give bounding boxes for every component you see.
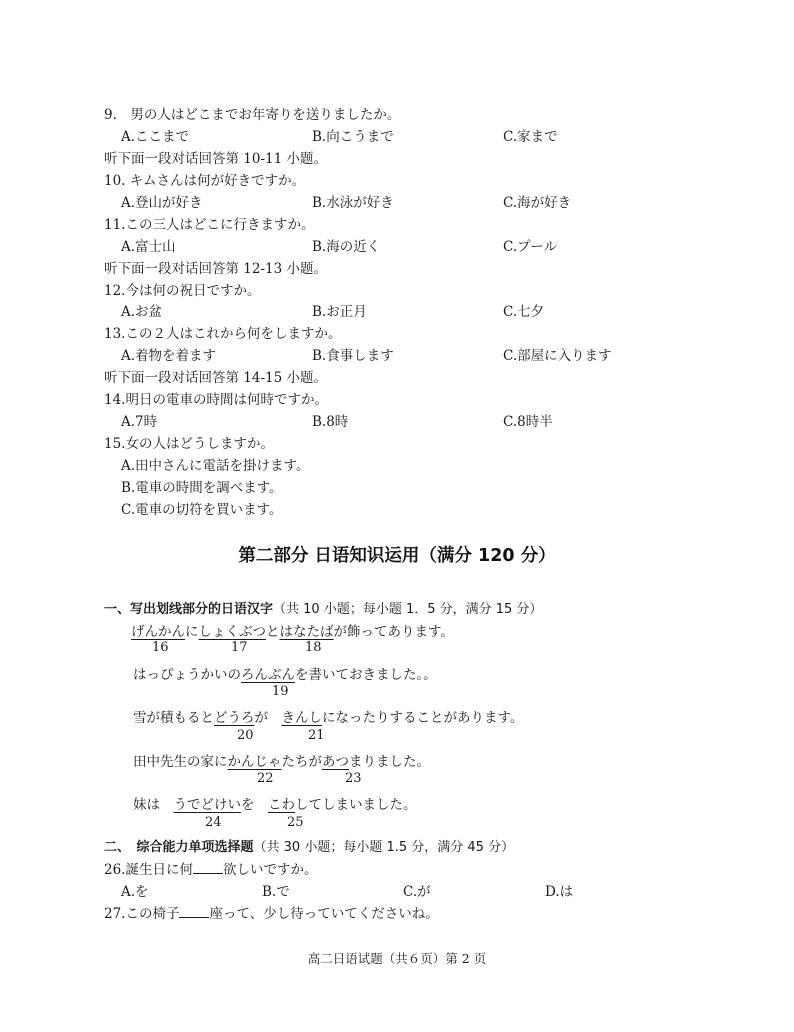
underlined-word-24: うでどけい [173,797,241,813]
underlined-word-21: きんし [281,710,322,726]
underlined-word-17: しょくぶつ [198,624,266,640]
sentence-text: 雪が積もると [133,710,214,726]
q27-blank [179,905,209,918]
q14-stem: 14.明日の電車の時間は何時ですか。 [104,392,328,408]
q9-option-b: B.向こうまで [312,129,394,145]
q14-option-a: A.7時 [121,414,158,430]
q26-option-c: C.が [403,884,431,900]
q11-option-b: B.海の近く [312,239,381,255]
blank-number-18: 18 [305,640,322,655]
blank-number-19: 19 [272,684,289,699]
q27-stem-pre: 27.この椅子 [104,906,180,922]
q9-stem: 9. 男の人はどこまでお年寄りを送りましたか。 [104,107,401,123]
q15-stem: 15.女の人はどうしますか。 [104,436,274,452]
blank-number-17: 17 [231,640,248,655]
sentence-text: を [241,797,268,813]
sentence-text: 妹は [133,797,174,813]
underlined-word-16: げんかん [131,624,185,640]
page-footer: 高二日语试题（共６页）第 2 页 [307,951,487,966]
q26-stem-pre: 26.誕生日に何 [104,862,193,878]
q10-option-a: A.登山が好き [121,195,203,211]
underlined-word-19: ろんぶん [241,667,295,683]
sentence-20-21 [133,706,523,726]
section-two-title: 二、 综合能力单项选择题 [104,840,254,855]
sentence-text: に [185,624,199,640]
q12-option-a: A.お盆 [121,304,163,320]
underlined-word-18: はなたば [279,624,334,640]
underlined-word-25: こわ [268,797,295,813]
q13-option-b: B.食事します [312,348,394,364]
q15-option-a: A.田中さんに電話を掛けます。 [121,458,310,474]
sentence-16-18 [131,620,454,640]
sentence-text: を書いておきました。。 [295,667,437,683]
sentence-text: まりました。 [349,754,430,770]
sentence-text: 田中先生の家に [133,754,228,770]
sentence-24-25 [133,793,417,813]
q10-option-b: B.水泳が好き [312,195,394,211]
q15-option-c: C.電車の切符を買います。 [121,502,283,518]
q26-option-b: B.で [262,884,290,900]
q13-stem: 13.この２人はこれから何をしますか。 [104,326,342,342]
q13-option-c: C.部屋に入ります [503,348,612,364]
blank-number-20: 20 [237,728,254,743]
q10-stem: 10. キムさんは何が好きですか。 [104,173,306,189]
blank-number-22: 22 [257,771,274,786]
underlined-word-20: どうろ [214,710,255,726]
q11-stem: 11.この三人はどこに行きますか。 [104,217,315,233]
q12-option-c: C.七夕 [503,304,545,320]
underlined-word-23: あつ [322,754,349,770]
q26-stem-post: 欲しいですか。 [222,862,318,878]
sentence-text: が [254,710,282,726]
instruction-14-15: 听下面一段对话回答第 14-15 小题。 [104,370,328,386]
q12-option-b: B.お正月 [312,304,367,320]
blank-number-24: 24 [205,815,222,830]
q10-option-c: C.海が好き [503,195,572,211]
sentence-text: が飾ってあります。 [333,624,454,640]
q26-option-d: D.は [545,884,574,900]
sentence-text: になったりすることがあります。 [322,710,524,726]
blank-number-25: 25 [287,815,304,830]
q14-option-c: C.8時半 [503,414,553,430]
q12-stem: 12.今は何の祝日ですか。 [104,283,261,299]
q27-stem [104,902,439,922]
q11-option-c: C.プール [503,239,557,255]
sentence-text: してしまいました。 [295,797,417,813]
instruction-10-11: 听下面一段对话回答第 10-11 小题。 [104,151,328,167]
sentence-22-23 [133,750,430,770]
blank-number-21: 21 [308,728,325,743]
q27-stem-post: 座って、少し待っていてくださいね。 [209,906,439,922]
part-two-title: 第二部分 日语知识运用（满分 120 分） [238,546,556,566]
sentence-text: はっぴょうかいの [133,667,241,683]
q13-option-a: A.着物を着ます [121,348,217,364]
q26-stem [104,858,317,878]
q14-option-b: B.8時 [312,414,349,430]
sentence-19 [133,663,437,683]
section-one-title: 一、写出划线部分的日语汉字 [104,602,274,617]
blank-number-16: 16 [152,640,169,655]
sentence-text: たちが [281,754,322,770]
instruction-12-13: 听下面一段对话回答第 12-13 小题。 [104,261,328,277]
q11-option-a: A.富士山 [121,239,176,255]
q15-option-b: B.電車の時間を調べます。 [121,480,283,496]
q9-option-a: A.ここまで [121,129,190,145]
underlined-word-22: かんじゃ [227,754,282,770]
sentence-text: と [266,624,280,640]
blank-number-23: 23 [345,771,362,786]
section-two-note: （共 30 小题；每小题 1.5 分，满分 45 分） [253,840,515,855]
section-one-note: （共 10 小题；每小题 1．5 分，满分 15 分） [273,602,543,617]
q9-option-c: C.家まで [503,129,558,145]
q26-blank [193,861,223,874]
section-one-heading [104,598,542,617]
q26-option-a: A.を [121,884,149,900]
section-two-heading [104,836,514,855]
